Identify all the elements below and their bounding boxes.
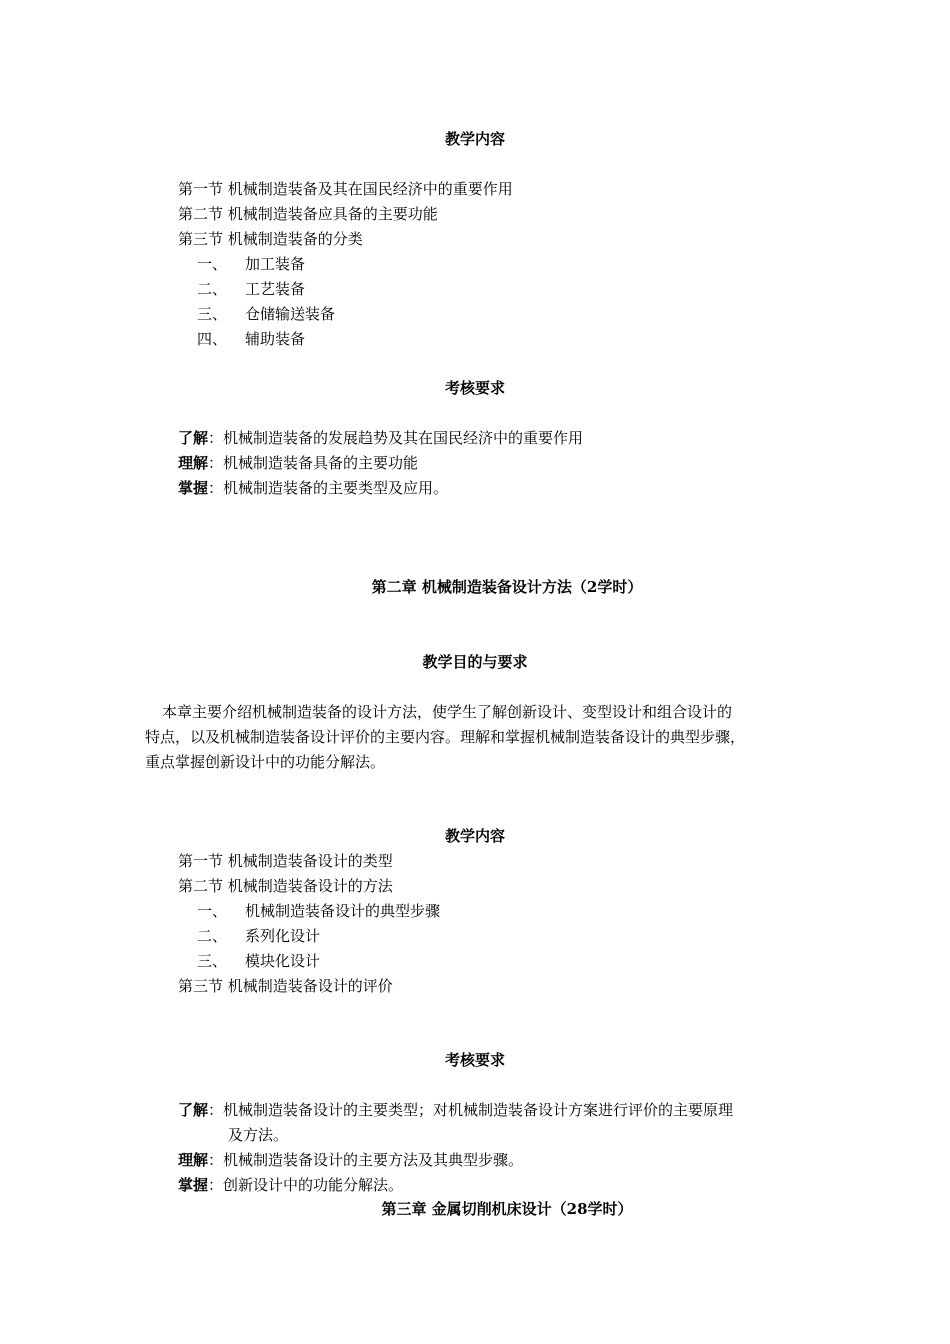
requirement-label: 理解 bbox=[178, 454, 209, 472]
requirement-item bbox=[178, 1174, 403, 1195]
requirement-label: 掌握 bbox=[178, 1176, 209, 1194]
sub-item-text: 模块化设计 bbox=[245, 952, 321, 970]
sub-item bbox=[197, 253, 305, 274]
sub-item bbox=[197, 900, 440, 921]
sub-item-text: 工艺装备 bbox=[245, 280, 306, 298]
requirement-item bbox=[178, 452, 418, 473]
requirement-item bbox=[178, 1149, 523, 1170]
sub-item-text: 系列化设计 bbox=[245, 927, 321, 945]
sub-item bbox=[197, 328, 305, 349]
sub-item-text: 机械制造装备设计的典型步骤 bbox=[245, 902, 441, 920]
section-item: 第二节 机械制造装备应具备的主要功能 bbox=[178, 205, 438, 223]
assessment-heading: 考核要求 bbox=[444, 1051, 505, 1069]
requirement-text: ：机械制造装备的发展趋势及其在国民经济中的重要作用 bbox=[208, 429, 584, 447]
objectives-heading: 教学目的与要求 bbox=[422, 653, 528, 671]
sub-item bbox=[197, 925, 320, 946]
requirement-text: ：机械制造装备具备的主要功能 bbox=[208, 454, 419, 472]
requirement-text: ：机械制造装备的主要类型及应用。 bbox=[208, 479, 449, 497]
requirement-continuation: 及方法。 bbox=[228, 1126, 289, 1144]
sub-item-number: 三、 bbox=[197, 952, 228, 970]
sub-item-text: 加工装备 bbox=[245, 255, 306, 273]
sub-item bbox=[197, 278, 305, 299]
requirement-label: 了解 bbox=[178, 1101, 209, 1119]
requirement-label: 理解 bbox=[178, 1151, 209, 1169]
section-item: 第一节 机械制造装备及其在国民经济中的重要作用 bbox=[178, 180, 513, 198]
sub-item-number: 一、 bbox=[197, 255, 228, 273]
chapter-title: 第二章 机械制造装备设计方法（2学时） bbox=[371, 578, 643, 596]
requirement-label: 了解 bbox=[178, 429, 209, 447]
sub-item-number: 二、 bbox=[197, 927, 228, 945]
sub-item-number: 三、 bbox=[197, 305, 228, 323]
sub-item-number: 四、 bbox=[197, 330, 228, 348]
section-item: 第三节 机械制造装备设计的评价 bbox=[178, 977, 393, 995]
requirement-text: ：创新设计中的功能分解法。 bbox=[208, 1176, 404, 1194]
section-item: 第三节 机械制造装备的分类 bbox=[178, 230, 363, 248]
paragraph-line: 特点，以及机械制造装备设计评价的主要内容。理解和掌握机械制造装备设计的典型步骤， bbox=[145, 728, 746, 746]
paragraph-line: 重点掌握创新设计中的功能分解法。 bbox=[145, 753, 386, 771]
requirement-text: ：机械制造装备设计的主要方法及其典型步骤。 bbox=[208, 1151, 524, 1169]
sub-item bbox=[197, 950, 320, 971]
requirement-item bbox=[178, 477, 448, 498]
sub-item-text: 辅助装备 bbox=[245, 330, 306, 348]
section-item: 第一节 机械制造装备设计的类型 bbox=[178, 852, 393, 870]
section-item: 第二节 机械制造装备设计的方法 bbox=[178, 877, 393, 895]
chapter-title: 第三章 金属切削机床设计（28学时） bbox=[381, 1200, 633, 1218]
requirement-label: 掌握 bbox=[178, 479, 209, 497]
paragraph-line: 本章主要介绍机械制造装备的设计方法，使学生了解创新设计、变型设计和组合设计的 bbox=[162, 703, 733, 721]
sub-item-text: 仓储输送装备 bbox=[245, 305, 336, 323]
teaching-content-heading: 教学内容 bbox=[444, 130, 505, 148]
requirement-item bbox=[178, 427, 583, 448]
teaching-content-heading: 教学内容 bbox=[444, 827, 505, 845]
sub-item bbox=[197, 303, 335, 324]
sub-item-number: 一、 bbox=[197, 902, 228, 920]
requirement-text: ：机械制造装备设计的主要类型；对机械制造装备设计方案进行评价的主要原理 bbox=[208, 1101, 734, 1119]
objectives-paragraph bbox=[145, 700, 825, 775]
sub-item-number: 二、 bbox=[197, 280, 228, 298]
requirement-item bbox=[178, 1099, 733, 1120]
assessment-heading: 考核要求 bbox=[444, 379, 505, 397]
